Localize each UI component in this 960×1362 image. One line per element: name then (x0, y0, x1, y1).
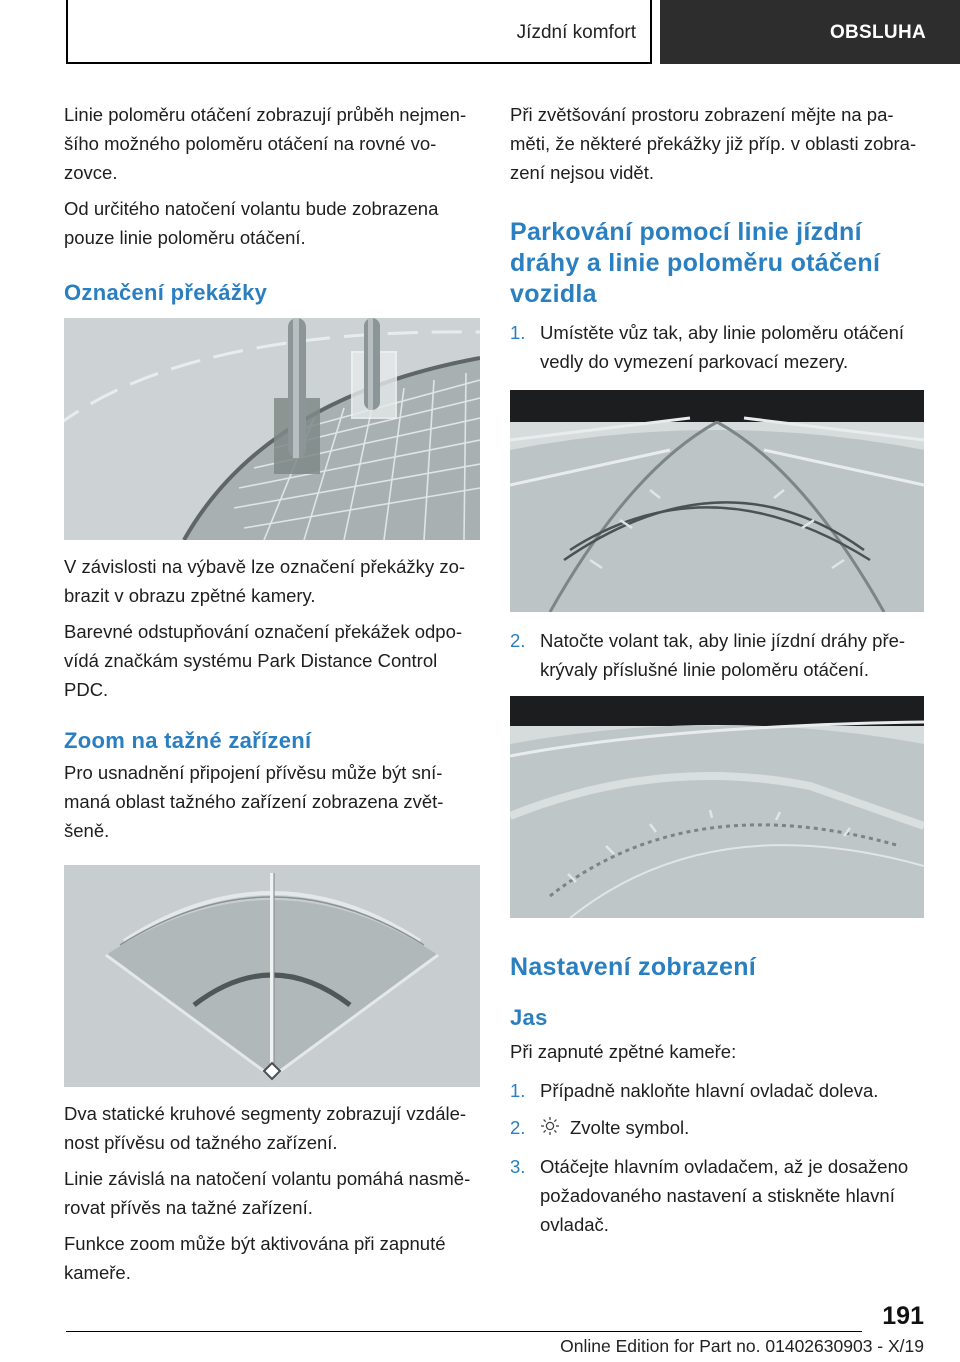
steps-parking (510, 318, 924, 376)
heading-zoom-tow: Zoom na tažné zařízení (64, 728, 312, 753)
header-tab-label: OBSLUHA (829, 22, 926, 43)
right-column (510, 100, 924, 1247)
list-item (510, 318, 924, 376)
list-item (510, 1152, 924, 1239)
header-left-tick (66, 0, 68, 64)
figure-obstacle-marking (64, 318, 480, 540)
paragraph: Funkce zoom může být aktivována při zapnuté kameře. (64, 1233, 446, 1283)
step-number: 3. (510, 1156, 526, 1177)
step-text: Případně nakloňte hlavní ovladač doleva. (540, 1080, 879, 1101)
step-text: Zvolte symbol. (570, 1117, 690, 1138)
paragraph: V závislosti na výbavě lze označení překážky zo-brazit v obrazu zpětné kamery. (64, 556, 466, 606)
footer-edition: Online Edition for Part no. 01402630903 - X/19 (560, 1336, 924, 1356)
paragraph: Barevné odstupňování označení překážek odpo-vídá značkám systému Park Distance Control PDC. (64, 621, 463, 700)
heading-obstacle-marking: Označení překážky (64, 280, 268, 305)
step-text: Umístěte vůz tak, aby linie poloměru otáčení vedly do vymezení parkovací mezery. (540, 322, 905, 372)
list-item (510, 1076, 924, 1105)
step-number: 2. (510, 630, 526, 651)
steps-brightness (510, 1076, 924, 1239)
step-number: 2. (510, 1117, 526, 1138)
paragraph: Při zapnuté zpětné kameře: (510, 1041, 737, 1062)
paragraph: Linie poloměru otáčení zobrazují průběh nejmen-šího možného poloměru otáčení na rovné vo-zovce. (64, 104, 467, 183)
page-number: 191 (882, 1302, 924, 1330)
step-number: 1. (510, 1080, 526, 1101)
figure-parking-step-2 (510, 696, 924, 918)
header-divider (650, 0, 652, 64)
header-rule (66, 62, 650, 64)
heading-brightness: Jas (510, 1005, 548, 1030)
paragraph: Linie závislá na natočení volantu pomáhá nasmě-rovat přívěs na tažné zařízení. (64, 1168, 471, 1218)
heading-parking-lines: Parkování pomocí linie jízdní dráhy a linie poloměru otáčení vozidla (510, 218, 881, 308)
step-number: 1. (510, 322, 526, 343)
paragraph: Pro usnadnění připojení přívěsu může být sní-maná oblast tažného zařízení zobrazena zvět-šeně. (64, 762, 444, 841)
figure-zoom-tow (64, 865, 480, 1087)
paragraph: Dva statické kruhové segmenty zobrazují vzdále-nost přívěsu od tažného zařízení. (64, 1103, 467, 1153)
step-text: Natočte volant tak, aby linie jízdní dráhy pře-krývaly příslušné linie poloměru otáčení. (540, 630, 906, 680)
step-text: Otáčejte hlavním ovladačem, až je dosaženo požadovaného nastavení a stiskněte hlavní ovladač. (540, 1156, 909, 1235)
header-section-title: Jízdní komfort (516, 22, 636, 43)
paragraph: Při zvětšování prostoru zobrazení mějte na pa-měti, že některé překážky již příp. v oblasti zobra-zení nejsou vidět. (510, 104, 917, 183)
list-item (510, 626, 924, 684)
list-item (510, 1113, 924, 1144)
sun-icon (540, 1115, 560, 1144)
footer-rule (66, 1331, 862, 1332)
left-column (64, 100, 480, 1294)
steps-parking-cont (510, 626, 924, 684)
figure-parking-step-1 (510, 390, 924, 612)
heading-display-settings: Nastavení zobrazení (510, 953, 757, 981)
paragraph: Od určitého natočení volantu bude zobrazena pouze linie poloměru otáčení. (64, 198, 439, 248)
